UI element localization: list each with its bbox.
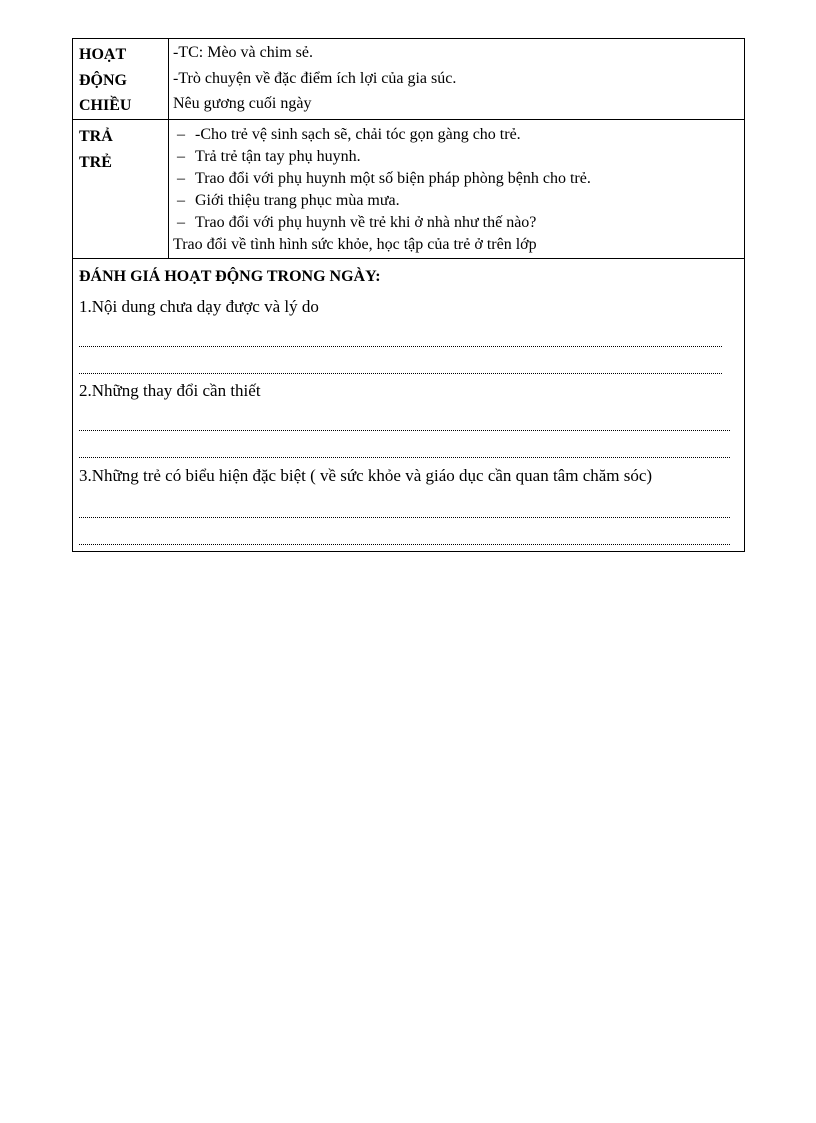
activity-line: -TC: Mèo và chim sẻ.: [173, 44, 313, 61]
list-item: [173, 190, 744, 212]
list-item-text: Giới thiệu trang phục mùa mưa.: [195, 192, 400, 209]
list-item-text: Trao đổi với phụ huynh về trẻ khi ở nhà như thế nào?: [195, 214, 537, 231]
pickup-label: [73, 120, 169, 258]
dotted-fill-line: [79, 518, 730, 545]
dotted-fill-line: [79, 347, 722, 374]
dash-bullet-icon: –: [177, 214, 185, 231]
list-item: [173, 168, 744, 190]
afternoon-activity-row: [73, 39, 744, 120]
pickup-row: [73, 120, 744, 259]
daily-plan-table: [72, 38, 745, 552]
label-line: ĐỘNG: [79, 71, 127, 89]
evaluation-section-heading: 1.Nội dung chưa dạy được và lý do: [79, 297, 319, 316]
activity-line: Nêu gương cuối ngày: [173, 95, 312, 112]
list-item: [173, 124, 744, 146]
label-line: CHIỀU: [79, 97, 132, 114]
list-item-text: -Cho trẻ vệ sinh sạch sẽ, chải tóc gọn gàng cho trẻ.: [195, 126, 521, 143]
dash-bullet-icon: –: [177, 192, 185, 209]
list-item: [173, 146, 744, 168]
dotted-fill-line: [79, 431, 730, 458]
evaluation-content: [73, 259, 744, 551]
evaluation-row: [73, 259, 744, 551]
closing-line: Trao đổi về tình hình sức khỏe, học tập của trẻ ở trên lớp: [173, 236, 537, 253]
list-item-text: Trả trẻ tận tay phụ huynh.: [195, 148, 361, 165]
dotted-fill-line: [79, 491, 730, 518]
evaluation-title: ĐÁNH GIÁ HOẠT ĐỘNG TRONG NGÀY:: [79, 268, 381, 285]
afternoon-activity-label: [73, 39, 169, 119]
label-line: TRẺ: [79, 154, 112, 171]
dash-bullet-icon: –: [177, 126, 185, 143]
list-item: [173, 212, 744, 234]
list-item-text: Trao đổi với phụ huynh một số biện pháp phòng bệnh cho trẻ.: [195, 170, 591, 187]
pickup-content: [169, 120, 744, 258]
evaluation-section-heading: 2.Những thay đổi cần thiết: [79, 381, 261, 400]
dotted-fill-line: [79, 404, 730, 431]
label-line: TRẢ: [79, 128, 113, 145]
dash-bullet-icon: –: [177, 170, 185, 187]
label-line: HOẠT: [79, 46, 127, 63]
activity-line: -Trò chuyện về đặc điểm ích lợi của gia súc.: [173, 69, 457, 87]
afternoon-activity-content: [169, 39, 744, 119]
dash-bullet-icon: –: [177, 148, 185, 165]
dotted-fill-line: [79, 320, 722, 347]
evaluation-section-heading: 3.Những trẻ có biểu hiện đặc biệt ( về sức khỏe và giáo dục cần quan tâm chăm sóc): [79, 466, 653, 485]
